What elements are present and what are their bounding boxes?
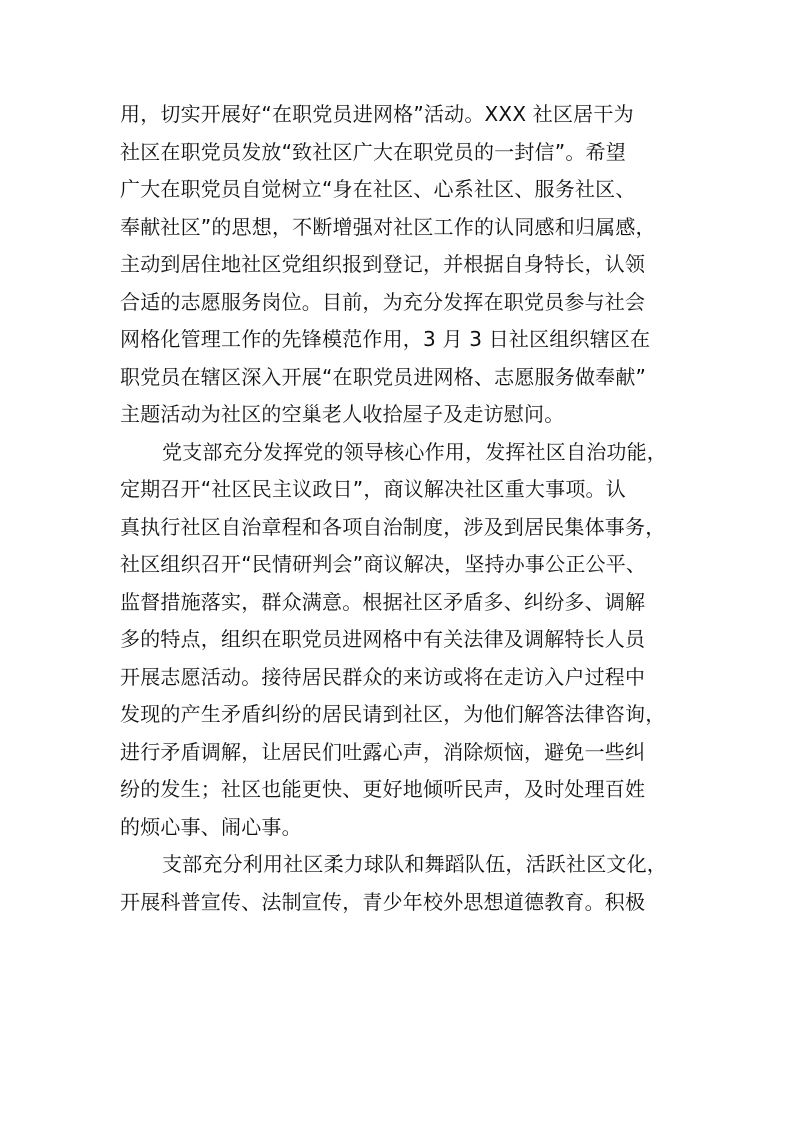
paragraph-2-line-3: 真执行社区自治章程和各项自治制度，涉及到居民集体事务，: [120, 514, 666, 539]
paragraph-2-line-2: 定期召开“社区民主议政日”，商议解决社区重大事项。认: [120, 477, 626, 501]
paragraph-2-line-7: 开展志愿活动。接待居民群众的来访或将在走访入户过程中: [120, 664, 646, 689]
paragraph-2-line-4: 社区组织召开“民情研判会”商议解决，坚持办事公正公平、: [120, 552, 647, 576]
paragraph-1-line-2: 社区在职党员发放“致社区广大在职党员的一封信”。希望: [120, 139, 626, 164]
paragraph-2-line-8: 发现的产生矛盾纠纷的居民请到社区，为他们解答法律咨询，: [120, 702, 666, 726]
paragraph-2: [120, 434, 686, 847]
paragraph-1-line-5: 主动到居住地社区党组织报到登记，并根据自身特长，认领: [120, 252, 646, 276]
paragraph-1-line-3: 广大在职党员自觉树立“身在社区、心系社区、服务社区、: [120, 177, 636, 201]
paragraph-3: [120, 846, 686, 921]
paragraph-2-line-10: 纷的发生；社区也能更快、更好地倾听民声，及时处理百姓: [120, 777, 646, 801]
paragraph-3-line-1: 支部充分利用社区柔力球队和舞蹈队伍，活跃社区文化，: [162, 852, 667, 876]
paragraph-1: [120, 96, 686, 434]
paragraph-1-line-8: 职党员在辖区深入开展“在职党员进网格、志愿服务做奉献”: [120, 364, 647, 389]
paragraph-3-line-2: 开展科普宣传、法制宣传，青少年校外思想道德教育。积极: [120, 889, 646, 914]
paragraph-2-line-9: 进行矛盾调解，让居民们吐露心声，消除烦恼，避免一些纠: [120, 739, 646, 764]
paragraph-2-line-5: 监督措施落实，群众满意。根据社区矛盾多、纠纷多、调解: [120, 589, 646, 614]
document-body: [120, 96, 686, 921]
paragraph-1-line-4: 奉献社区”的思想，不断增强对社区工作的认同感和归属感，: [120, 214, 656, 239]
paragraph-1-line-9: 主题活动为社区的空巢老人收拾屋子及走访慰问。: [120, 402, 565, 426]
paragraph-1-line-1: 用，切实开展好“在职党员进网格”活动。XXX 社区居干为: [120, 102, 634, 126]
paragraph-1-line-6: 合适的志愿服务岗位。目前，为充分发挥在职党员参与社会: [120, 289, 646, 314]
paragraph-2-line-11: 的烦心事、闹心事。: [120, 814, 302, 839]
paragraph-1-line-7: 网格化管理工作的先锋模范作用，3 月 3 日社区组织辖区在: [120, 327, 651, 351]
paragraph-2-line-1: 党支部充分发挥党的领导核心作用，发挥社区自治功能，: [162, 439, 667, 464]
paragraph-2-line-6: 多的特点，组织在职党员进网格中有关法律及调解特长人员: [120, 627, 646, 651]
